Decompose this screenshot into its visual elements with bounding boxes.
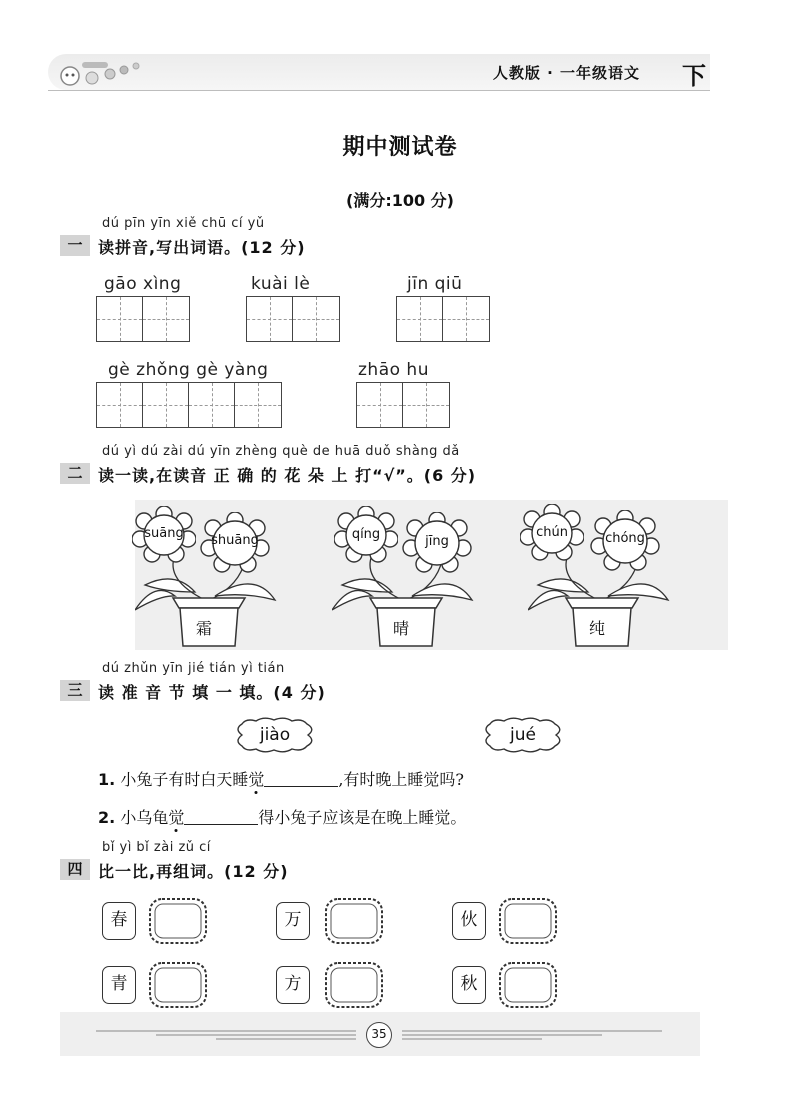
q2-instruction: 读一读,在读音 正 确 的 花 朵 上 打“√”。(6 分) [98, 466, 477, 485]
grid-cell[interactable] [97, 383, 143, 427]
grid-cell[interactable] [293, 297, 339, 341]
pinyin-option: jiào [259, 725, 291, 745]
char-box: 万 [276, 902, 310, 940]
writing-grid[interactable] [96, 382, 282, 428]
footer-lines [396, 1027, 666, 1041]
grid-cell[interactable] [397, 297, 443, 341]
pinyin-option[interactable]: jīng [425, 534, 449, 549]
pot-character: 晴 [392, 619, 409, 638]
answer-blank[interactable] [264, 771, 338, 787]
answer-frame[interactable] [146, 895, 210, 947]
pinyin-option[interactable]: chóng [605, 531, 645, 546]
grid-cell[interactable] [235, 383, 281, 427]
header-divider [48, 90, 710, 91]
q3-instruction: 读 准 音 节 填 一 填。(4 分) [98, 683, 326, 702]
grid-cell[interactable] [247, 297, 293, 341]
page-title: 期中测试卷 [342, 135, 458, 160]
q2-number: 二 [60, 463, 90, 484]
sentence-text: ,有时晚上睡觉吗? [338, 770, 465, 789]
q4-instruction: 比一比,再组词。(12 分) [98, 862, 289, 881]
pot-character: 纯 [588, 619, 605, 638]
word-pinyin: zhāo hu [358, 360, 429, 380]
footer-lines [96, 1027, 366, 1041]
q3-number: 三 [60, 680, 90, 701]
cartoon-logo-icon [52, 54, 144, 90]
writing-grid[interactable] [356, 382, 450, 428]
answer-frame[interactable] [496, 895, 560, 947]
pinyin-option[interactable]: shuāng [211, 533, 259, 548]
answer-frame[interactable] [322, 895, 386, 947]
grid-cell[interactable] [143, 383, 189, 427]
word-pinyin: kuài lè [251, 274, 311, 294]
writing-grid[interactable] [96, 296, 190, 342]
grid-cell[interactable] [443, 297, 489, 341]
answer-blank[interactable] [184, 809, 258, 825]
volume-label: 下 [682, 62, 706, 90]
sentence-1 [98, 767, 464, 790]
q1-pinyin: dú pīn yīn xiě chū cí yǔ [102, 216, 265, 231]
sentence-number: 2. [98, 808, 116, 827]
pinyin-option[interactable]: suāng [144, 526, 184, 541]
q2-pinyin: dú yì dú zài dú yīn zhèng què de huā duǒ shàng dǎ [102, 444, 460, 459]
writing-grid[interactable] [246, 296, 340, 342]
grid-cell[interactable] [97, 297, 143, 341]
full-score-label: (满分:100 分) [346, 191, 454, 210]
edition-label: 人教版 · 一年级语文 [492, 64, 640, 82]
grid-cell[interactable] [357, 383, 403, 427]
pot-character: 霜 [195, 619, 212, 638]
char-box: 春 [102, 902, 136, 940]
grid-cell[interactable] [403, 383, 449, 427]
answer-frame[interactable] [146, 959, 210, 1011]
q4-number: 四 [60, 859, 90, 880]
pinyin-option[interactable]: chún [536, 525, 568, 540]
sentence-text: 小乌龟 [120, 808, 169, 827]
dotted-char: 觉 [248, 770, 265, 789]
char-box: 秋 [452, 966, 486, 1004]
sentence-2 [98, 805, 466, 828]
pinyin-option[interactable]: qíng [351, 527, 381, 542]
dotted-char: 觉 [168, 808, 185, 827]
writing-grid[interactable] [396, 296, 490, 342]
char-box: 青 [102, 966, 136, 1004]
sentence-text: 得小兔子应该是在晚上睡觉。 [258, 808, 467, 827]
word-pinyin: gāo xìng [104, 274, 182, 294]
sentence-text: 小兔子有时白天睡 [120, 770, 249, 789]
q1-instruction: 读拼音,写出词语。(12 分) [98, 238, 306, 257]
word-pinyin: jīn qiū [407, 274, 463, 294]
page-number: 35 [366, 1022, 392, 1048]
answer-frame[interactable] [496, 959, 560, 1011]
grid-cell[interactable] [189, 383, 235, 427]
q4-pinyin: bǐ yì bǐ zài zǔ cí [102, 840, 211, 855]
q1-number: 一 [60, 235, 90, 256]
q3-pinyin: dú zhǔn yīn jié tián yì tián [102, 661, 285, 676]
char-box: 伙 [452, 902, 486, 940]
grid-cell[interactable] [143, 297, 189, 341]
char-box: 方 [276, 966, 310, 1004]
word-pinyin: gè zhǒng gè yàng [108, 360, 269, 380]
pinyin-option: jué [510, 725, 536, 745]
answer-frame[interactable] [322, 959, 386, 1011]
sentence-number: 1. [98, 770, 116, 789]
